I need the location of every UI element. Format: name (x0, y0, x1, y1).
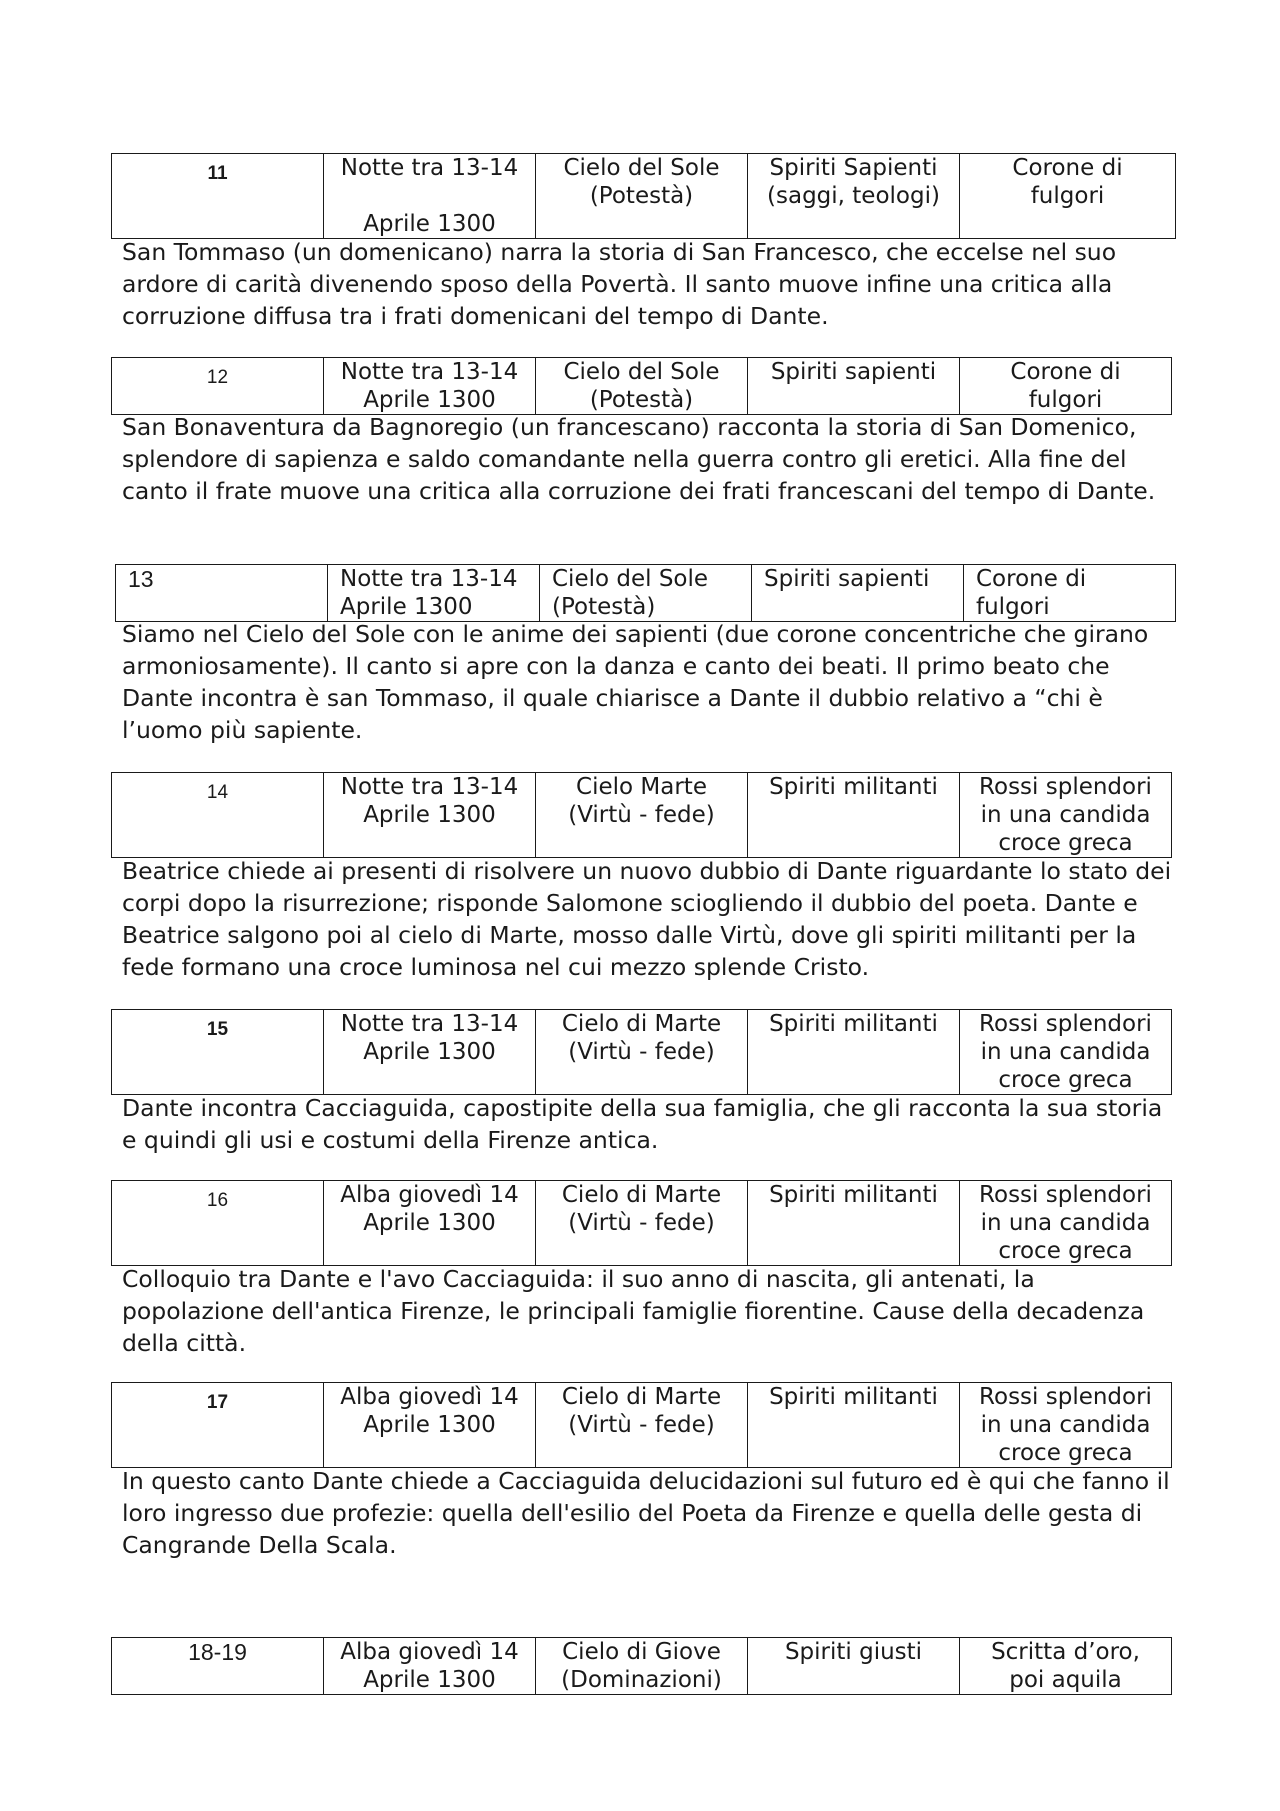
canto-table (111, 1180, 1172, 1266)
canto-appearance: Corone di fulgori (960, 154, 1176, 239)
time-line: Notte tra 13-14 (340, 155, 519, 181)
canto-table (111, 1382, 1172, 1468)
canto-spirits: Spiriti sapienti (752, 565, 964, 622)
canto-time: Notte tra 13-14 Aprile 1300 (324, 358, 536, 415)
canto-appearance: Rossi splendori in una candida croce greca (960, 1383, 1172, 1468)
canto-time: Alba giovedì 14 Aprile 1300 (324, 1181, 536, 1266)
canto-table (111, 357, 1172, 415)
canto-sky: Cielo del Sole (Potestà) (536, 154, 748, 239)
canto-number: 17 (112, 1383, 324, 1468)
canto-appearance: Rossi splendori in una candida croce greca (960, 1010, 1172, 1095)
canto-time: Alba giovedì 14 Aprile 1300 (324, 1638, 536, 1695)
canto-table (111, 772, 1172, 858)
canto-number: 15 (112, 1010, 324, 1095)
canto-sky: Cielo Marte (Virtù - fede) (536, 773, 748, 858)
canto-description: Siamo nel Cielo del Sole con le anime dei sapienti (due corone concentriche che girano armoniosamente). Il canto si apre con la danza e canto dei beati. Il primo beato che Dante incontra è san Tommaso, il quale chiarisce a Dante il dubbio relativo a “chi è l’uomo più sapiente. (122, 620, 1149, 744)
canto-spirits: Spiriti militanti (748, 1181, 960, 1266)
canto-spirits: Spiriti giusti (748, 1638, 960, 1695)
canto-description: Dante incontra Cacciaguida, capostipite della sua famiglia, che gli racconta la sua storia e quindi gli usi e costumi della Firenze antica. (122, 1094, 1163, 1154)
canto-sky: Cielo di Marte (Virtù - fede) (536, 1181, 748, 1266)
time-line: Aprile 1300 (363, 211, 496, 237)
canto-appearance: Rossi splendori in una candida croce greca (960, 1181, 1172, 1266)
canto-description: San Tommaso (un domenicano) narra la storia di San Francesco, che eccelse nel suo ardore di carità divenendo sposo della Povertà. Il santo muove infine una critica alla corruzione diffusa tra i frati domenicani del tempo di Dante. (122, 238, 1117, 330)
canto-number: 18-19 (112, 1638, 324, 1695)
canto-number: 13 (116, 565, 328, 622)
canto-time (324, 154, 536, 239)
canto-sky: Cielo del Sole (Potestà) (536, 358, 748, 415)
canto-time: Notte tra 13-14 Aprile 1300 (328, 565, 540, 622)
canto-sky: Cielo di Marte (Virtù - fede) (536, 1010, 748, 1095)
canto-description: Beatrice chiede ai presenti di risolvere un nuovo dubbio di Dante riguardante lo stato dei corpi dopo la risurrezione; risponde Salomone sciogliendo il dubbio del poeta. Dante e Beatrice salgono poi al cielo di Marte, mosso dalle Virtù, dove gli spiriti militanti per la fede formano una croce luminosa nel cui mezzo splende Cristo. (122, 857, 1172, 981)
canto-table (111, 153, 1176, 239)
canto-appearance: Scritta d’oro, poi aquila (960, 1638, 1172, 1695)
canto-number: 14 (112, 773, 324, 858)
canto-number: 12 (112, 358, 324, 415)
canto-table (111, 1009, 1172, 1095)
canto-spirits: Spiriti Sapienti (saggi, teologi) (748, 154, 960, 239)
canto-sky: Cielo di Giove (Dominazioni) (536, 1638, 748, 1695)
canto-spirits: Spiriti sapienti (748, 358, 960, 415)
canto-time: Notte tra 13-14 Aprile 1300 (324, 773, 536, 858)
canto-spirits: Spiriti militanti (748, 1010, 960, 1095)
canto-number: 16 (112, 1181, 324, 1266)
canto-sky: Cielo di Marte (Virtù - fede) (536, 1383, 748, 1468)
canto-number: 11 (112, 154, 324, 239)
canto-spirits: Spiriti militanti (748, 1383, 960, 1468)
canto-description: Colloquio tra Dante e l'avo Cacciaguida: il suo anno di nascita, gli antenati, la popolazione dell'antica Firenze, le principali famiglie fiorentine. Cause della decadenza della città. (122, 1265, 1145, 1357)
canto-time: Notte tra 13-14 Aprile 1300 (324, 1010, 536, 1095)
canto-appearance: Corone di fulgori (964, 565, 1176, 622)
canto-description: In questo canto Dante chiede a Cacciaguida delucidazioni sul futuro ed è qui che fanno il loro ingresso due profezie: quella dell'esilio del Poeta da Firenze e quella delle gesta di Cangrande Della Scala. (122, 1467, 1170, 1559)
canto-table (111, 1637, 1172, 1695)
canto-table (115, 564, 1176, 622)
canto-appearance: Rossi splendori in una candida croce greca (960, 773, 1172, 858)
canto-description: San Bonaventura da Bagnoregio (un francescano) racconta la storia di San Domenico, splendore di sapienza e saldo comandante nella guerra contro gli eretici. Alla fine del canto il frate muove una critica alla corruzione dei frati francescani del tempo di Dante. (122, 413, 1156, 505)
canto-appearance: Corone di fulgori (960, 358, 1172, 415)
canto-time: Alba giovedì 14 Aprile 1300 (324, 1383, 536, 1468)
canto-sky: Cielo del Sole (Potestà) (540, 565, 752, 622)
canto-spirits: Spiriti militanti (748, 773, 960, 858)
